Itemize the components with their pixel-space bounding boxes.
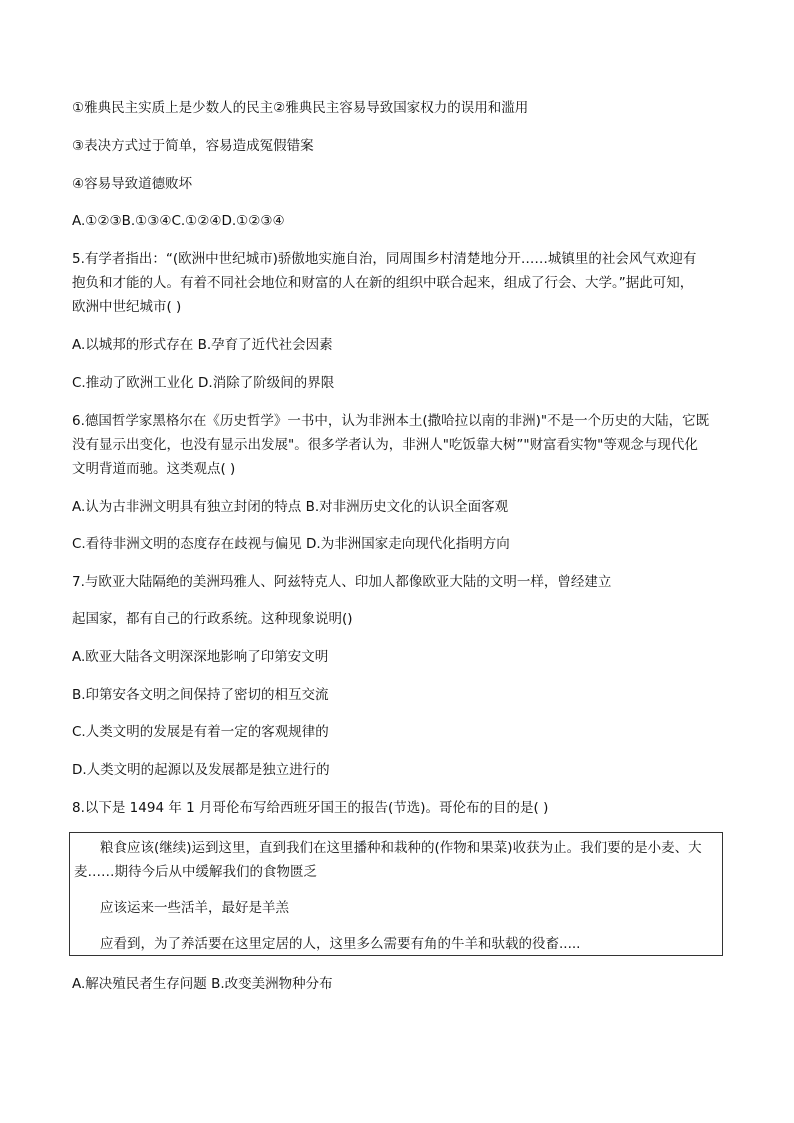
q4-option-1-2: ①雅典民主实质上是少数人的民主②雅典民主容易导致国家权力的误用和滥用 <box>72 100 529 116</box>
q8-quote-line-2: 麦……期待今后从中缓解我们的食物匮乏 <box>74 864 317 880</box>
q5-choices-cd: C.推动了欧洲工业化 D.消除了阶级间的界限 <box>72 375 335 391</box>
q4-option-3: ③表决方式过于简单，容易造成冤假错案 <box>72 138 314 154</box>
q8-quote-line-4: 应看到，为了养活要在这里定居的人，这里多么需要有角的牛羊和驮载的役畜..... <box>100 936 581 952</box>
q5-stem-line-3: 欧洲中世纪城市( ) <box>72 299 182 315</box>
q6-stem-line-1: 6.德国哲学家黑格尔在《历史哲学》一书中，认为非洲本土(撒哈拉以南的非洲)"不是一个历史的大陆，它既 <box>72 413 710 429</box>
q6-stem-line-2: 没有显示出变化，也没有显示出发展"。很多学者认为，非洲人"吃饭靠大树”"财富看实物"等观念与现代化 <box>72 437 698 453</box>
q4-option-4: ④容易导致道德败坏 <box>72 176 193 192</box>
q5-stem-line-1: 5.有学者指出：“(欧洲中世纪城市)骄傲地实施自治，同周围乡村清楚地分开……城镇里的社会风气欢迎有 <box>72 251 697 267</box>
q5-choices-ab: A.以城邦的形式存在 B.孕育了近代社会因素 <box>72 337 333 353</box>
q7-stem-line-2: 起国家，都有自己的行政系统。这种现象说明() <box>72 611 353 627</box>
q8-quote-line-3: 应该运来一些活羊，最好是羊羔 <box>100 900 289 916</box>
q7-choice-c: C.人类文明的发展是有着一定的客观规律的 <box>72 724 329 740</box>
q7-choice-a: A.欧亚大陆各文明深深地影响了印第安文明 <box>72 649 329 665</box>
q8-quote-box <box>69 832 723 956</box>
q5-stem-line-2: 抱负和才能的人。有着不同社会地位和财富的人在新的组织中联合起来，组成了行会、大学。”据此可知， <box>72 275 694 291</box>
q6-choices-ab: A.认为古非洲文明具有独立封闭的特点 B.对非洲历史文化的认识全面客观 <box>72 499 509 515</box>
q7-choice-b: B.印第安各文明之间保持了密切的相互交流 <box>72 687 329 703</box>
q7-choice-d: D.人类文明的起源以及发展都是独立进行的 <box>72 762 330 778</box>
q7-stem-line-1: 7.与欧亚大陆隔绝的美洲玛雅人、阿兹特克人、印加人都像欧亚大陆的文明一样，曾经建立 <box>72 574 612 590</box>
q8-stem: 8.以下是 1494 年 1 月哥伦布写给西班牙国王的报告(节选)。哥伦布的目的是( ) <box>72 800 549 816</box>
q4-choices: A.①②③B.①③④C.①②④D.①②③④ <box>72 213 285 229</box>
q8-quote-line-1: 粮食应该(继续)运到这里，直到我们在这里播种和栽种的(作物和果菜)收获为止。我们要的是小麦、大 <box>100 840 702 856</box>
q8-choices-ab: A.解决殖民者生存问题 B.改变美洲物种分布 <box>72 976 333 992</box>
q6-stem-line-3: 文明背道而驰。这类观点( ) <box>72 461 236 477</box>
q6-choices-cd: C.看待非洲文明的态度存在歧视与偏见 D.为非洲国家走向现代化指明方向 <box>72 536 510 552</box>
